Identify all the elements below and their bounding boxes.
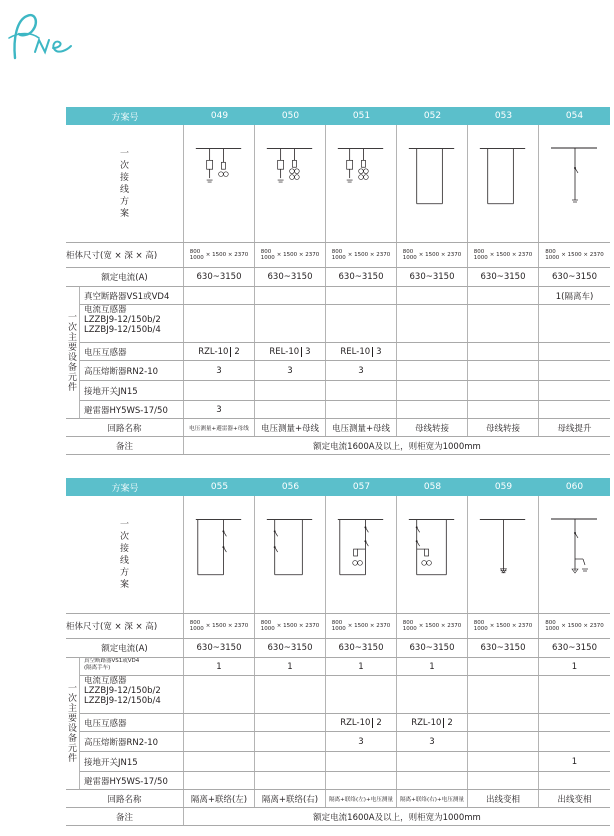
cabinet-width: 800: [545, 248, 556, 255]
cabinet-height: × 1500 × 2370: [561, 622, 604, 629]
current-transformer-value: [397, 676, 468, 713]
note-value: 额定电流1600A及以上，则柜宽为1000mm: [313, 441, 481, 452]
rated-current-value: 630~3150: [552, 643, 597, 653]
group-label-char: 设: [67, 723, 77, 734]
voltage-transformer-value: [326, 714, 397, 731]
rated-current-value: 630~3150: [468, 268, 539, 286]
cabinet-width: 800: [260, 248, 272, 255]
dimensions-cell: [397, 243, 468, 267]
scheme-number: 055: [210, 482, 229, 492]
voltage-transformer-label: 电压互感器: [80, 714, 184, 731]
wiring-diagram-cell: [326, 125, 397, 242]
breaker-value: 1: [571, 661, 578, 672]
current-transformer-value: [468, 305, 539, 342]
current-transformer-label-line: LZZBJ9-12/150b/4: [84, 696, 161, 706]
dimensions-cell: [468, 243, 539, 267]
earthing-switch-row: [80, 752, 610, 772]
wiring-diagram-cell: [184, 125, 255, 242]
current-transformer-label-line: 电流互感器: [84, 305, 127, 315]
pt-model: RZL-10: [340, 718, 373, 728]
diagram-label-char: 线: [119, 555, 129, 566]
group-label-char: 元: [67, 743, 77, 754]
group-label-char: 元: [67, 372, 77, 383]
rated-current-value: 630~3150: [255, 268, 326, 286]
arrester-value: [184, 772, 255, 789]
breaker-row: [80, 287, 610, 305]
current-transformer-label-line: LZZBJ9-12/150b/2: [84, 315, 161, 325]
arrester-value: [539, 772, 610, 789]
rated-current-row: [66, 268, 610, 287]
dimensions-cell: [326, 243, 397, 267]
current-transformer-value: [184, 676, 255, 713]
arrester-label: 避雷器HY5WS-17/50: [80, 772, 184, 789]
circuit-name-value: 电压测量+母线: [326, 419, 397, 436]
note-label: 备注: [66, 808, 184, 825]
scheme-number: 056: [281, 482, 300, 492]
arrester-label: 避雷器HY5WS-17/50: [80, 401, 184, 418]
pt-model: RZL-10: [411, 718, 444, 728]
circuit-name-value: 母线转接: [397, 419, 468, 436]
current-transformer-value: [326, 676, 397, 713]
fuse-row: [80, 361, 610, 381]
dimensions-cell: [397, 614, 468, 638]
scheme-number: 051: [352, 111, 371, 121]
diagram-label: [66, 496, 184, 613]
dimensions-cell: [255, 614, 326, 638]
voltage-transformer-row: [80, 714, 610, 732]
equipment-group-label: [66, 658, 80, 790]
current-transformer-value: [184, 305, 255, 342]
group-label-char: 一: [67, 312, 77, 323]
circuit-name-label: 回路名称: [66, 419, 184, 436]
breaker-ct-pt-icon: [184, 138, 254, 230]
pt-qty: 2: [447, 717, 453, 728]
rated-current-value: 630~3150: [397, 268, 468, 286]
fuse-value: [468, 361, 539, 380]
cabinet-width: 800: [402, 248, 414, 255]
pt-model: REL-10: [269, 347, 302, 357]
pt-model: RZL-10: [198, 347, 231, 357]
arrester-row: [80, 772, 610, 790]
fuse-value: [468, 732, 539, 751]
wiring-diagram-cell: [255, 496, 326, 613]
breaker-label: [80, 658, 184, 675]
cabinet-height: × 1500 × 2370: [205, 622, 249, 629]
diagram-label-char: 一: [119, 519, 129, 530]
breaker-value: [184, 287, 255, 304]
rated-current-value: 630~3150: [326, 639, 397, 657]
cabinet-width: 800: [331, 619, 343, 626]
rated-current-value: 630~3150: [552, 272, 597, 282]
breaker-value: [468, 658, 539, 675]
note-value: 额定电流1600A及以上，则柜宽为1000mm: [313, 812, 481, 823]
earthing-switch-value: [255, 381, 326, 400]
disconnector-pt-right-icon: [397, 509, 467, 601]
current-transformer-value: [255, 305, 326, 342]
arrester-value: [468, 401, 539, 418]
dimensions-label: 柜体尺寸(宽 × 深 × 高): [66, 243, 184, 267]
arrester-value: [326, 401, 397, 418]
diagram-row: [66, 125, 610, 243]
dimensions-cell: [539, 243, 610, 267]
scheme-number: 058: [423, 482, 442, 492]
pt-qty: 2: [376, 717, 382, 728]
dimensions-row: [66, 243, 610, 268]
scheme-number: 050: [281, 111, 300, 121]
circuit-name-value: 母线提升: [557, 423, 592, 434]
cabinet-width: 800: [189, 248, 201, 255]
wiring-diagram-cell: [397, 496, 468, 613]
earthing-switch-label: 接地开关JN15: [80, 752, 184, 771]
arrester-row: [80, 401, 610, 419]
fuse-value: [184, 732, 255, 751]
voltage-transformer-value: [468, 714, 539, 731]
cabinet-depth: 1000: [331, 626, 346, 632]
rated-current-row: [66, 639, 610, 658]
arrester-value: [255, 772, 326, 789]
cabinet-height: × 1500 × 2370: [276, 622, 320, 629]
cabinet-width: 800: [260, 619, 272, 626]
wiring-diagram-cell: [184, 496, 255, 613]
breaker-row: [80, 658, 610, 676]
cabinet-height: × 1500 × 2370: [205, 251, 249, 258]
dimensions-cell: [539, 614, 610, 638]
diagram-label-char: 案: [119, 208, 129, 219]
diagram-row: [66, 496, 610, 614]
cabinet-depth: 1000: [260, 255, 275, 261]
rated-current-label: 额定电流(A): [66, 268, 184, 286]
fuse-value: [539, 732, 610, 751]
cabinet-height: × 1500 × 2370: [347, 251, 391, 258]
wiring-diagram-cell: [326, 496, 397, 613]
breaker-ct-pt-fuse-icon: [255, 138, 325, 230]
cabinet-depth: 1000: [331, 255, 346, 261]
earthing-switch-label: 接地开关JN15: [80, 381, 184, 400]
breaker-value: 1: [255, 658, 326, 675]
fuse-value: 3: [255, 361, 326, 380]
breaker-value: [255, 287, 326, 304]
fuse-row: [80, 732, 610, 752]
cabinet-width: 800: [473, 619, 485, 626]
current-transformer-value: [397, 305, 468, 342]
current-transformer-row: [80, 676, 610, 714]
outgoing-earth-switch-icon: [539, 509, 610, 601]
circuit-name-value: 电压测量+避雷器+母线: [184, 419, 255, 436]
rated-current-value: 630~3150: [184, 639, 255, 657]
company-logo: [5, 8, 75, 66]
current-transformer-label-line: LZZBJ9-12/150b/2: [84, 686, 161, 696]
earthing-switch-row: [80, 381, 610, 401]
arrester-value: [468, 772, 539, 789]
scheme-table: [66, 107, 610, 455]
disconnector-pt-left-icon: [326, 509, 396, 601]
header-scheme-label: 方案号: [111, 483, 139, 494]
group-label-char: 备: [67, 733, 77, 744]
diagram-label: [66, 125, 184, 242]
diagram-label-char: 案: [119, 579, 129, 590]
breaker-ct-pt-fuse-arrester-icon: [326, 138, 396, 230]
busbar-link-icon: [468, 138, 538, 230]
dimensions-label: 柜体尺寸(宽 × 深 × 高): [66, 614, 184, 638]
current-transformer-row: [80, 305, 610, 343]
circuit-name-value: 隔离+联络(右)+电压测量: [397, 790, 468, 807]
voltage-transformer-value: [326, 343, 397, 360]
equipment-group-label: [66, 287, 80, 419]
note-row: [66, 808, 610, 826]
dimensions-cell: [468, 614, 539, 638]
cabinet-width: 800: [189, 619, 201, 626]
voltage-transformer-value: [184, 343, 255, 360]
scheme-table: [66, 478, 610, 826]
group-label-char: 主: [67, 332, 77, 343]
voltage-transformer-value: [539, 343, 610, 360]
earthing-switch-value: [255, 752, 326, 771]
rated-current-value: 630~3150: [184, 268, 255, 286]
breaker-value: [468, 287, 539, 304]
circuit-name-value: 出线变相: [557, 794, 592, 805]
scheme-number: 054: [565, 111, 584, 121]
current-transformer-label-line: LZZBJ9-12/150b/4: [84, 325, 161, 335]
fuse-value: 3: [326, 732, 397, 751]
rated-current-label: 额定电流(A): [66, 639, 184, 657]
group-label-char: 设: [67, 352, 77, 363]
arrester-value: [539, 401, 610, 418]
voltage-transformer-label: 电压互感器: [80, 343, 184, 360]
note-label: 备注: [66, 437, 184, 454]
scheme-number: 060: [565, 482, 584, 492]
group-label-char: 次: [67, 322, 77, 333]
earthing-switch-value: 1: [571, 756, 578, 767]
pt-qty: 3: [376, 346, 382, 357]
current-transformer-label: [80, 305, 184, 342]
voltage-transformer-value: [468, 343, 539, 360]
diagram-label-char: 接: [119, 543, 129, 554]
current-transformer-label-line: 电流互感器: [84, 676, 127, 686]
outgoing-earth-icon: [468, 509, 538, 601]
scheme-number: 052: [423, 111, 442, 121]
dimensions-cell: [184, 243, 255, 267]
fuse-value: 3: [397, 732, 468, 751]
dimensions-cell: [184, 614, 255, 638]
current-transformer-value: [539, 305, 610, 342]
cabinet-depth: 1000: [260, 626, 275, 632]
earthing-switch-value: [397, 752, 468, 771]
cabinet-height: × 1500 × 2370: [418, 622, 462, 629]
diagram-label-char: 方: [119, 567, 129, 578]
cabinet-depth: 1000: [545, 255, 560, 261]
fuse-value: 3: [326, 361, 397, 380]
circuit-name-label: 回路名称: [66, 790, 184, 807]
note-row: [66, 437, 610, 455]
circuit-name-value: 出线变相: [468, 790, 539, 807]
rated-current-value: 630~3150: [255, 639, 326, 657]
breaker-value: 1: [184, 658, 255, 675]
scheme-number: 053: [494, 111, 513, 121]
group-label-char: 一: [67, 683, 77, 694]
rated-current-value: 630~3150: [397, 639, 468, 657]
current-transformer-label: [80, 676, 184, 713]
diagram-label-char: 次: [119, 160, 129, 171]
earthing-switch-value: [468, 752, 539, 771]
diagram-label-char: 次: [119, 531, 129, 542]
breaker-value: 1: [326, 658, 397, 675]
cabinet-depth: 1000: [473, 255, 488, 261]
group-label-char: 件: [67, 753, 77, 764]
voltage-transformer-row: [80, 343, 610, 361]
breaker-label-line: 真空断路器VS1或VD4: [84, 658, 140, 664]
fuse-value: [539, 361, 610, 380]
circuit-name-row: [66, 790, 610, 808]
cabinet-height: × 1500 × 2370: [489, 622, 533, 629]
rated-current-value: 630~3150: [326, 268, 397, 286]
cabinet-width: 800: [331, 248, 343, 255]
fuse-value: [255, 732, 326, 751]
cabinet-depth: 1000: [473, 626, 488, 632]
earthing-switch-value: [326, 381, 397, 400]
cabinet-width: 800: [545, 619, 556, 626]
table-header: [66, 478, 610, 496]
cabinet-height: × 1500 × 2370: [489, 251, 533, 258]
dimensions-cell: [326, 614, 397, 638]
breaker-value: 1(隔离车): [555, 291, 594, 302]
wiring-diagram-cell: [397, 125, 468, 242]
circuit-name-value: 隔离+联络(左): [184, 790, 255, 807]
arrester-value: [255, 401, 326, 418]
current-transformer-value: [326, 305, 397, 342]
circuit-name-row: [66, 419, 610, 437]
fuse-label: 高压熔断器RN2-10: [80, 732, 184, 751]
busbar-riser-icon: [539, 138, 610, 230]
voltage-transformer-value: [255, 343, 326, 360]
cabinet-depth: 1000: [189, 255, 204, 261]
wiring-diagram-cell: [468, 496, 539, 613]
arrester-value: 3: [184, 401, 255, 418]
current-transformer-value: [539, 676, 610, 713]
diagram-label-char: 接: [119, 172, 129, 183]
earthing-switch-value: [326, 752, 397, 771]
cabinet-width: 800: [473, 248, 485, 255]
wiring-diagram-cell: [255, 125, 326, 242]
breaker-label-line: (隔离手车): [84, 664, 111, 671]
diagram-label-char: 线: [119, 184, 129, 195]
diagram-label-char: 一: [119, 148, 129, 159]
arrester-value: [326, 772, 397, 789]
breaker-value: 1: [397, 658, 468, 675]
disconnector-left-icon: [184, 509, 254, 601]
group-label-char: 次: [67, 693, 77, 704]
cabinet-width: 800: [402, 619, 414, 626]
breaker-value: [397, 287, 468, 304]
voltage-transformer-value: [397, 714, 468, 731]
cabinet-height: × 1500 × 2370: [347, 622, 391, 629]
busbar-link-icon: [397, 138, 467, 230]
earthing-switch-value: [539, 381, 610, 400]
current-transformer-value: [468, 676, 539, 713]
voltage-transformer-value: [397, 343, 468, 360]
cabinet-depth: 1000: [545, 626, 560, 632]
rated-current-value: 630~3150: [468, 639, 539, 657]
cabinet-depth: 1000: [402, 626, 417, 632]
voltage-transformer-value: [184, 714, 255, 731]
pt-qty: 2: [234, 346, 240, 357]
wiring-diagram-cell: [539, 125, 610, 242]
earthing-switch-value: [184, 752, 255, 771]
circuit-name-value: 隔离+联络(右): [255, 790, 326, 807]
breaker-label: 真空断路器VS1或VD4: [80, 287, 184, 304]
cabinet-depth: 1000: [189, 626, 204, 632]
wiring-diagram-cell: [468, 125, 539, 242]
group-label-char: 主: [67, 703, 77, 714]
circuit-name-value: 电压测量+母线: [255, 419, 326, 436]
earthing-switch-value: [468, 381, 539, 400]
cabinet-height: × 1500 × 2370: [276, 251, 320, 258]
pt-qty: 3: [305, 346, 311, 357]
table-header: [66, 107, 610, 125]
scheme-number: 057: [352, 482, 371, 492]
fuse-value: [397, 361, 468, 380]
dimensions-row: [66, 614, 610, 639]
group-label-char: 要: [67, 713, 77, 724]
wiring-diagram-cell: [539, 496, 610, 613]
earthing-switch-value: [397, 381, 468, 400]
header-scheme-label: 方案号: [111, 112, 139, 123]
circuit-name-value: 隔离+联络(左)+电压测量: [326, 790, 397, 807]
group-label-char: 件: [67, 382, 77, 393]
fuse-value: 3: [184, 361, 255, 380]
scheme-number: 059: [494, 482, 513, 492]
group-label-char: 备: [67, 362, 77, 373]
arrester-value: [397, 772, 468, 789]
disconnector-right-icon: [255, 509, 325, 601]
voltage-transformer-value: [255, 714, 326, 731]
circuit-name-value: 母线转接: [468, 419, 539, 436]
cabinet-depth: 1000: [402, 255, 417, 261]
arrester-value: [397, 401, 468, 418]
current-transformer-value: [255, 676, 326, 713]
group-label-char: 要: [67, 342, 77, 353]
voltage-transformer-value: [539, 714, 610, 731]
cabinet-height: × 1500 × 2370: [561, 251, 604, 258]
pt-model: REL-10: [340, 347, 373, 357]
breaker-value: [326, 287, 397, 304]
fuse-label: 高压熔断器RN2-10: [80, 361, 184, 380]
cabinet-height: × 1500 × 2370: [418, 251, 462, 258]
diagram-label-char: 方: [119, 196, 129, 207]
scheme-number: 049: [210, 111, 229, 121]
dimensions-cell: [255, 243, 326, 267]
earthing-switch-value: [184, 381, 255, 400]
